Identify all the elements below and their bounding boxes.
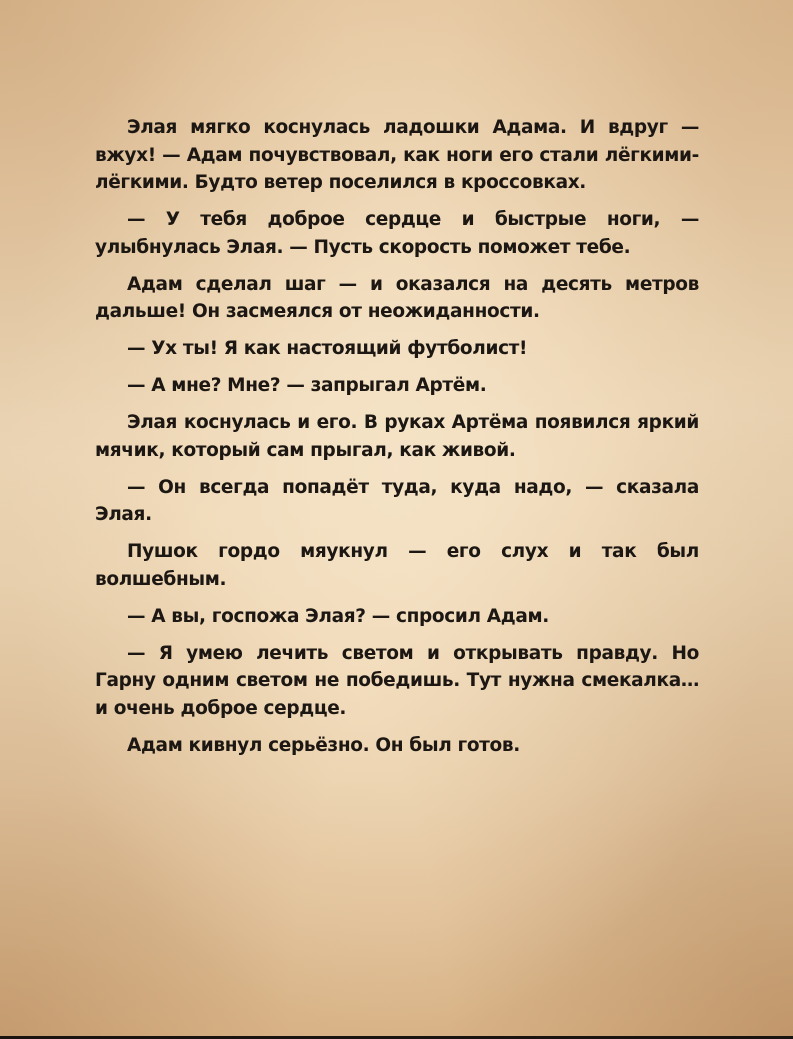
story-text [95,114,699,769]
paragraph-2: — У тебя доброе сердце и быстрые ноги, — улыбнулась Элая. — Пусть скорость поможет тебе. [95,209,699,258]
paragraph-5: — А мне? Мне? — запрыгал Артём. [127,375,487,396]
paragraph-4: — Ух ты! Я как настоящий футболист! [127,338,528,359]
paragraph-8: Пушок гордо мяукнул — его слух и так был волшебным. [95,541,699,590]
paragraph-11: Адам кивнул серьёзно. Он был готов. [127,734,520,756]
paragraph-1: Элая мягко коснулась ладошки Адама. И вдруг — вжух! — Адам почувствовал, как ноги его стали лёгкими-лёгкими. Будто ветер поселился в кроссовках. [95,117,699,193]
paragraph-10: — Я умею лечить светом и открывать правду. Но Гарну одним светом не победишь. Тут нужна смекалка… и очень доброе сердце. [95,642,699,719]
paragraph-6: Элая коснулась и его. В руках Артёма появился яркий мячик, который сам прыгал, как живой. [95,412,699,461]
paragraph-7: — Он всегда попадёт туда, куда надо, — сказала Элая. [95,476,699,525]
paragraph-3: Адам сделал шаг — и оказался на десять метров дальше! Он засмеялся от неожиданности. [95,273,699,322]
paragraph-9: — А вы, госпожа Элая? — спросил Адам. [127,605,549,627]
